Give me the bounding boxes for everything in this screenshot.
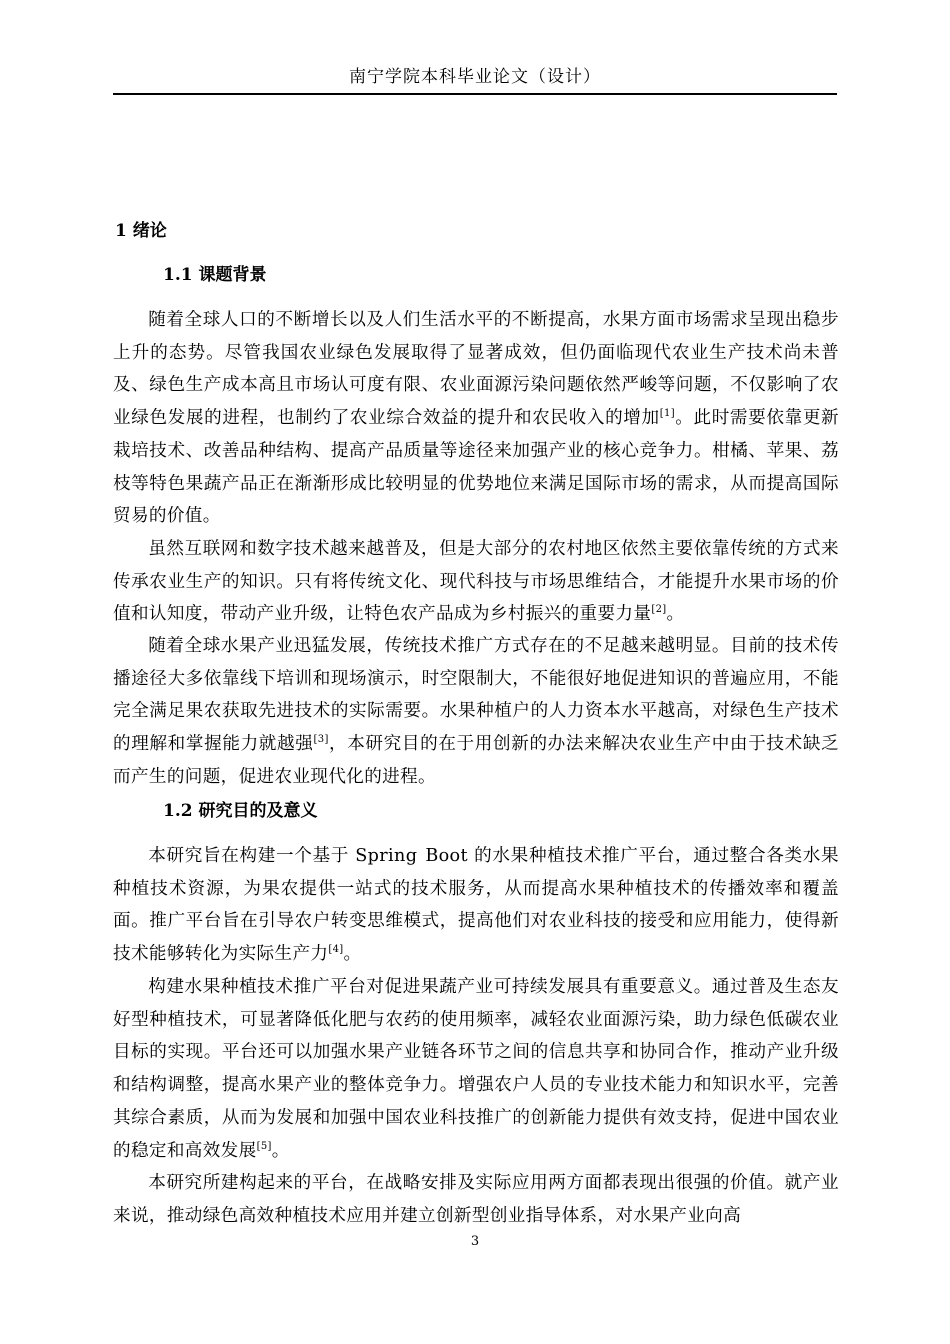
paragraph-2-text: 虽然互联网和数字技术越来越普及，但是大部分的农村地区依然主要依靠传统的方式来传承农业生产的知识。只有将传统文化、现代科技与市场思维结合，才能提升水果市场的价值和认知度，带动产业升级，让特色农产品成为乡村振兴的重要力量 (113, 539, 839, 625)
header-rule (113, 93, 837, 95)
paragraph-5-tail: 。 (271, 1140, 290, 1161)
paragraph-1 (113, 304, 839, 533)
paragraph-1-tail: 。此时需要依靠更新栽培技术、改善品种结构、提高产品质量等途径来加强产业的核心竞争力。柑橘、苹果、荔枝等特色果蔬产品正在渐渐形成比较明显的优势地位来满足国际市场的需求，从而提高国际贸易的价值。 (113, 408, 839, 527)
section-heading-1-1: 1.1 课题背景 (163, 265, 267, 285)
paragraph-4-text-b: Boot 的水果种植技术推广平台，通过整合各类水果种植技术资源，为果农提供一站式的技术服务，从而提高水果种植技术的传播效率和覆盖面。推广平台旨在引导农户转变思维模式，提高他们对农业科技的接受和应用能力，使得新技术能够转化为实际生产力 (113, 846, 840, 965)
paragraph-2 (113, 533, 839, 631)
citation-4: [4] (328, 944, 344, 956)
citation-2: [2] (651, 604, 667, 616)
paragraph-2-tail: 。 (666, 604, 685, 625)
section-heading-1-2: 1.2 研究目的及意义 (163, 801, 318, 821)
citation-1: [1] (659, 408, 675, 420)
paragraph-3-tail: ，本研究目的在于用创新的办法来解决农业生产中由于技术缺乏而产生的问题，促进农业现代化的进程。 (113, 734, 839, 787)
page-number: 3 (470, 1234, 480, 1249)
paragraph-5-text: 构建水果种植技术推广平台对促进果蔬产业可持续发展具有重要意义。通过普及生态友好型种植技术，可显著降低化肥与农药的使用频率，减轻农业面源污染，助力绿色低碳农业目标的实现。平台还可以加强水果产业链各环节之间的信息共享和协同合作，推动产业升级和结构调整，提高水果产业的整体竞争力。增强农户人员的专业技术能力和知识水平，完善其综合素质，从而为发展和加强中国农业科技推广的创新能力提供有效支持，促进中国农业的稳定和高效发展 (113, 977, 839, 1161)
citation-5: [5] (256, 1140, 272, 1152)
paragraph-4-tail: 。 (343, 944, 362, 965)
paragraph-1-text: 随着全球人口的不断增长以及人们生活水平的不断提高，水果方面市场需求呈现出稳步上升的态势。尽管我国农业绿色发展取得了显著成效，但仍面临现代农业生产技术尚未普及、绿色生产成本高且市场认可度有限、农业面源污染问题依然严峻等问题，不仅影响了农业绿色发展的进程，也制约了农业综合效益的提升和农民收入的增加 (113, 310, 839, 429)
running-header: 南宁学院本科毕业论文（设计） (349, 67, 601, 87)
paragraph-6: 本研究所建构起来的平台，在战略安排及实际应用两方面都表现出很强的价值。就产业来说，推动绿色高效种植技术应用并建立创新型创业指导体系，对水果产业向高 (113, 1173, 839, 1226)
paragraph-5 (113, 971, 839, 1167)
paragraph-3 (113, 630, 839, 794)
chapter-title: 1 绪论 (115, 221, 167, 241)
paragraph-4-text-a: 本研究旨在构建一个基于 Spring (148, 846, 418, 866)
paragraph-3-text: 随着全球水果产业迅猛发展，传统技术推广方式存在的不足越来越明显。目前的技术传播途径大多依靠线下培训和现场演示，时空限制大，不能很好地促进知识的普遍应用，不能完全满足果农获取先进技术的实际需要。水果种植户的人力资本水平越高，对绿色生产技术的理解和掌握能力就越强 (113, 636, 839, 755)
paragraph-4 (113, 840, 839, 971)
citation-3: [3] (313, 734, 329, 746)
